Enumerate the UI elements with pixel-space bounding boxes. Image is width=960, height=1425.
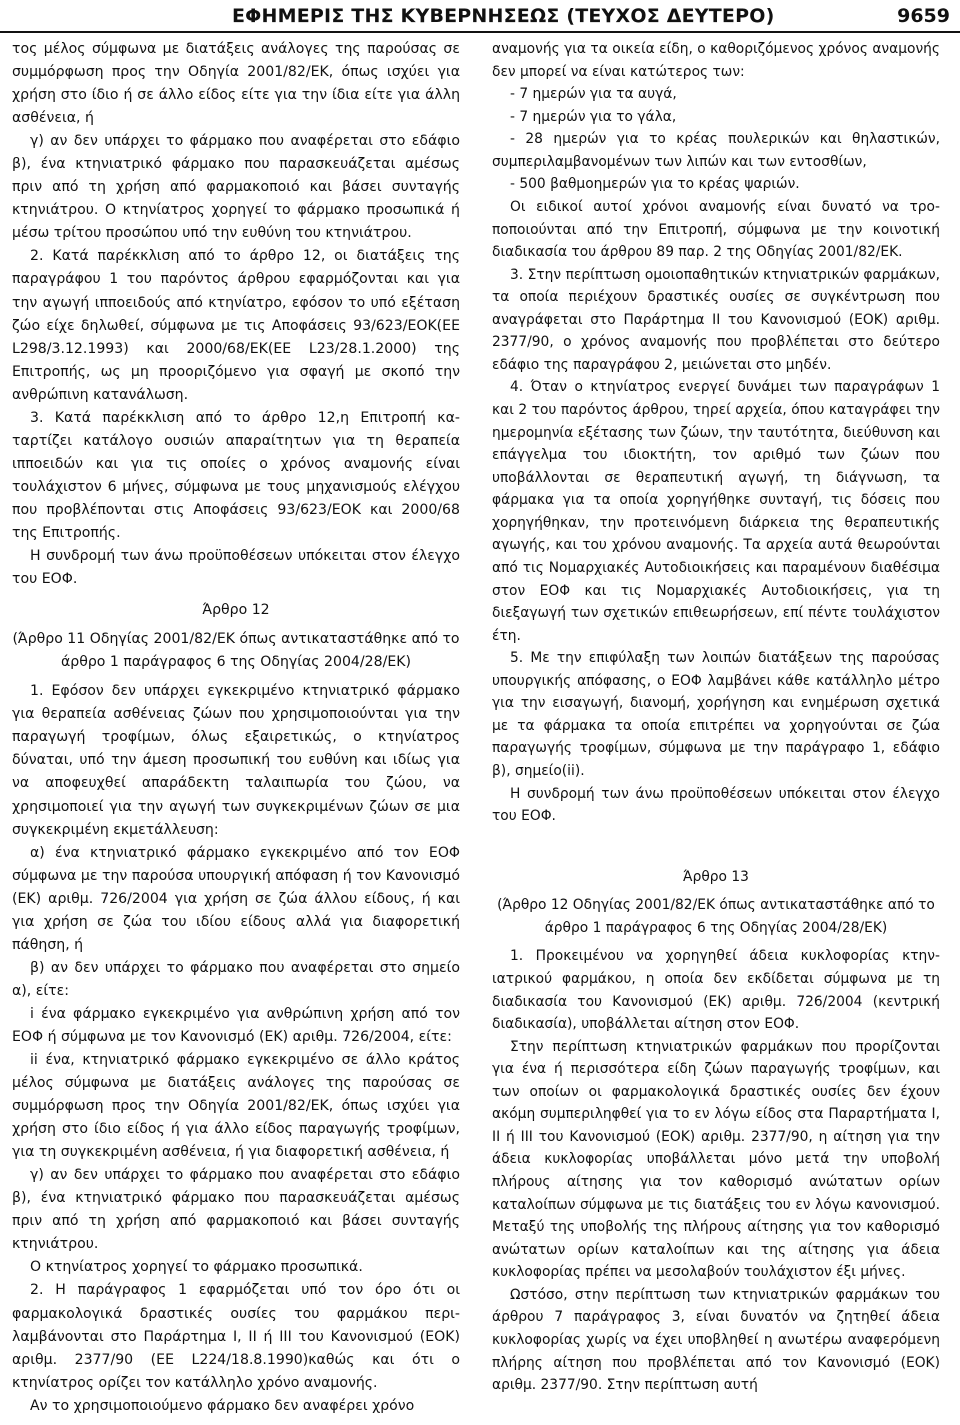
paragraph: β) αν δεν υπάρχει το φάρμακο που αναφέρεται στο σημείο α), είτε: (12, 959, 460, 999)
article-13-subtitle: (Άρθρο 12 Οδηγίας 2001/82/ΕΚ όπως αντικαταστάθηκε από το άρθρο 1 παράγραφος 6 της Οδηγίας 2004/28/ΕΚ) (497, 897, 935, 936)
right-column (492, 38, 940, 1397)
article-12-title: Άρθρο 12 (202, 602, 270, 619)
header-divider (0, 31, 960, 33)
paragraph: 2. Η παράγραφος 1 εφαρμόζεται υπό τον όρο ότι οι φαρμακολογικά δραστικές ουσίες του φαρμάκου περιλαμβάνονται στο Παράρτημα Ι, ΙΙ ή ΙΙΙ του Κανονισμού (ΕΟΚ) αριθμ. 2377/90 (ΕΕ L224/18.8.1990)καθώς και ότι ο κτηνίατρος ορίζει τον κατάλληλο χρόνο αναμονής. (12, 1282, 460, 1391)
gazette-title: ΕΦΗΜΕΡΙΣ ΤΗΣ ΚΥΒΕΡΝΗΣΕΩΣ (ΤΕΥΧΟΣ ΔΕΥΤΕΡΟ) (232, 5, 775, 27)
list-item: - 7 ημερών για τα αυγά, (510, 86, 677, 103)
paragraph: Αν το χρησιμοποιούμενο φάρμακο δεν αναφέρει χρόνο (30, 1397, 415, 1414)
paragraph: τος μέλος σύμφωνα με διατάξεις ανάλογες της παρούσας σε συμμόρφωση προς την Οδηγία 2001/82/ΕΚ, όπως ισχύει για χρήση στο ίδιο ή σε άλλο είδος είτε για την ίδια είτε για άλλη ασθένεια, ή (12, 41, 460, 127)
paragraph: 3. Κατά παρέκκλιση από το άρθρο 12,η Επιτροπή καταρτίζει κατάλογο ουσιών απαραίτητων για τη θεραπεία ιπποειδών και για τις οποίες ο χρόνος αναμονής είναι τουλάχιστον 6 μήνες, σύμφωνα με τους μηχανισμούς ελέγχου που προβλέπονται στις Αποφάσεις 93/623/ΕΟΚ και 2000/68 της Επιτροπής. (12, 409, 460, 541)
list-item: - 28 ημερών για το κρέας πουλερικών και θηλαστικών, συμπεριλαμβανομένων των λιπών και των εντοσθίων, (492, 131, 940, 170)
paragraph: 3. Στην περίπτωση ομοιοπαθητικών κτηνιατρικών φαρμάκων, τα οποία περιέχουν δραστικές ουσίες σε συγκέντρωση που αναγράφεται στο Παράρτημα ΙΙ του Κανονισμού (ΕΟΚ) αριθμ. 2377/90, ο χρόνος αναμονής που προβλέπεται στο δεύτερο εδάφιο της παραγράφου 2, μειώνεται στο μηδέν. (492, 266, 940, 373)
page-number: 9659 (897, 5, 950, 27)
paragraph: Ο κτηνίατρος χορηγεί το φάρμακο προσωπικά. (30, 1259, 363, 1276)
paragraph: 1. Εφόσον δεν υπάρχει εγκεκριμένο κτηνιατρικό φάρμακο για θεραπεία ασθένειας ζώων που χρησιμοποιούνται για την παραγωγή τροφίμων, όλως εξαιρετικώς, ο κτηνίατρος δύναται, υπό την άμεση προσωπική του ευθύνη και ιδίως για να αποφευχθεί απαράδεκτη ταλαιπωρία του ζώου, να χρησιμοποιεί για την αγωγή των συγκεκριμένων ζώων σε μια συγκεκριμένη εκμετάλλευση: (12, 683, 460, 838)
article-13-title: Άρθρο 13 (683, 868, 749, 885)
section-spacer (492, 828, 940, 858)
paragraph: ii ένα, κτηνιατρικό φάρμακο εγκεκριμένο σε άλλο κράτος μέλος σύμφωνα με διατάξεις ανάλογες της παρούσας σε συμμόρφωση προς την Οδηγία 2001/82/ΕΚ, όπως ισχύει για χρήση στο ίδιο είδος ή για άλλο είδος παραγωγής τροφίμων, για τη συγκεκριμένη ασθένεια, ή για διαφορετική ασθένεια, ή (12, 1052, 460, 1161)
list-item: - 500 βαθμοημερών για το κρέας ψαριών. (510, 176, 800, 193)
paragraph: Στην περίπτωση κτηνιατρικών φαρμάκων που πρoρίζονται για ένα ή περισσότερα είδη ζώων παραγωγής τροφίμων, και των οποίων οι φαρμακολογικά δραστικές ουσίες δεν έχουν ακόμη συμπεριληφθεί για το εν λόγω είδος στα Παραρτήματα Ι, ΙΙ ή ΙΙΙ του Κανονισμού (ΕΟΚ) αριθμ. 2377/90, η αίτηση για την άδεια κυκλοφορίας υποβάλλεται μόνο μετά την υποβολή πλήρους αίτησης για τον καθορισμό ανώτατων ορίων καταλοίπων σύμφωνα με τις διατάξεις του εν λόγω κανονισμού. Μεταξύ της υποβολής της πλήρους αίτησης για τον καθορισμό ανώτατων ορίων καταλοίπων και της αίτησης για άδεια κυκλοφορίας πρέπει να μεσολαβούν τουλάχιστον έξι μήνες. (492, 1038, 940, 1281)
paragraph: Οι ειδικοί αυτοί χρόνοι αναμονής είναι δυνατό να τροποποιούνται από την Επιτροπή, σύμφωνα με την κοινοτική διαδικασία του άρθρου 89 παρ. 2 της Οδηγίας 2001/82/ΕΚ. (492, 198, 940, 261)
paragraph: γ) αν δεν υπάρχει το φάρμακο που αναφέρεται στο εδάφιο β), ένα κτηνιατρικό φάρμακο που παρασκευάζεται αμέσως πριν από τη χρήση από φαρμακοποιό και βάσει συνταγής κτηνιάτρου. Ο κτηνίατρος χορηγεί το φάρμακο προσωπικά ή μέσω τρίτου προσώπου υπό την ευθύνη του κτηνιάτρου. (12, 133, 460, 242)
article-12-subtitle: (Άρθρο 11 Οδηγίας 2001/82/ΕΚ όπως αντικαταστάθηκε από το άρθρο 1 παράγραφος 6 της Οδηγίας 2004/28/ΕΚ) (12, 631, 460, 671)
paragraph: α) ένα κτηνιατρικό φάρμακο εγκεκριμένο από τον ΕΟΦ σύμφωνα με την παρούσα υπουργική απόφαση ή τον Κανονισμό (ΕΚ) αριθμ. 726/2004 για χρήση σε ζώα άλλου είδους, ή και για χρήση σε ζώα του ιδίου είδους αλλά για διαφορετική πάθηση, ή (12, 844, 460, 953)
paragraph: 1. Προκειμένου να χορηγηθεί άδεια κυκλοφορίας κτηνιατρικού φαρμάκου, η οποία δεν εκδίδεται σύμφωνα με τη διαδικασία του Κανονισμού (ΕΚ) αριθμ. 726/2004 (κεντρική διαδικασία), υποβάλλεται αίτηση στον ΕΟΦ. (492, 948, 940, 1033)
list-item: - 7 ημερών για το γάλα, (510, 108, 677, 125)
paragraph: Ωστόσο, στην περίπτωση των κτηνιατρικών φαρμάκων του άρθρου 7 παράγραφος 3, είναι δυνατόν να ζητηθεί άδεια κυκλοφορίας χωρίς να έχει υποβληθεί η ανωτέρω αναφερόμενη πλήρης αίτηση που προβλέπεται από τον Κανονισμό (ΕΟΚ) αριθμ. 2377/90. Στην περίπτωση αυτή (492, 1286, 940, 1394)
paragraph: 5. Με την επιφύλαξη των λοιπών διατάξεων της παρούσας υπουργικής απόφασης, ο ΕΟΦ λαμβάνει κάθε κατάλληλο μέτρο για την εισαγωγή, διανομή, χορήγηση και ενημέρωση σχετικά με τα φάρμακα τα οποία επιτρέπει να χορηγούνται σε ζώα παραγωγής τροφίμων, σύμφωνα με την παράγραφο 1, εδάφιο β), σημείο(ii). (492, 650, 940, 779)
paragraph: i ένα φάρμακο εγκεκριμένο για ανθρώπινη χρήση από τον ΕΟΦ ή σύμφωνα με τον Κανονισμό (ΕΚ) αριθμ. 726/2004, είτε: (12, 1005, 460, 1045)
paragraph: γ) αν δεν υπάρχει το φάρμακο που αναφέρεται στο εδάφιο β), ένα κτηνιατρικό φάρμακο που παρασκευάζεται αμέσως πριν από τη χρήση από φαρμακοποιό και βάσει συνταγής κτηνιάτρου. (12, 1167, 460, 1253)
paragraph: 4. Όταν ο κτηνίατρος ενεργεί δυνάμει των παραγράφων 1 και 2 του παρόντος άρθρου, τηρεί αρχεία, όπου καταγράφει την ημερομηνία εξέτασης των ζώων, την ταυτότητα, διεύθυνση και επάγγελμα του ιδιοκτήτη, τον αριθμό των ζώων που υποβάλλονται σε θεραπευτική αγωγή, τη διάγνωση, τα φάρμακα για τα οποία χορηγήθηκε συνταγή, τις δόσεις που χορηγήθηκαν, την προτεινόμενη διάρκεια της θεραπευτικής αγωγής, και του χρόνου αναμονής. Τα αρχεία αυτά θεωρούνται από τις Νομαρχιακές Αυτοδιοικήσεις και παραμένουν διαθέσιμα στον ΕΟΦ και τις Νομαρχιακές Αυτοδιοικήσεις, για τη διεξαγωγή των σχετικών επιθεωρήσεων, επί πέντε τουλάχιστον έτη. (492, 379, 940, 644)
page-header (0, 0, 960, 34)
paragraph: 2. Κατά παρέκκλιση από το άρθρο 12, οι διατάξεις της παραγράφου 1 του παρόντος άρθρου εφαρμόζονται και για την αγωγή ιπποειδούς από κτηνίατρο, εφόσον το υπό εξέταση ζώο είχε δηλωθεί, σύμφωνα με τις Αποφάσεις 93/623/ΕΟΚ(ΕΕ L298/3.12.1993) και 2000/68/ΕΚ(ΕΕ L23/28.1.2000) της Επιτροπής, ως μη προοριζόμενο για σφαγή με σκοπό την ανθρώπινη κατανάλωση. (12, 248, 460, 403)
paragraph: Η συνδρομή των άνω προϋποθέσεων υπόκειται στον έλεγχο του ΕΟΦ. (492, 785, 940, 825)
paragraph: αναμονής για τα οικεία είδη, ο καθοριζόμενος χρόνος αναμονής δεν μπορεί να είναι κατώτερος των: (492, 41, 940, 80)
paragraph: Η συνδρομή των άνω προϋποθέσεων υπόκειται στον έλεγχο του ΕΟΦ. (12, 548, 460, 588)
left-column (12, 38, 460, 1418)
